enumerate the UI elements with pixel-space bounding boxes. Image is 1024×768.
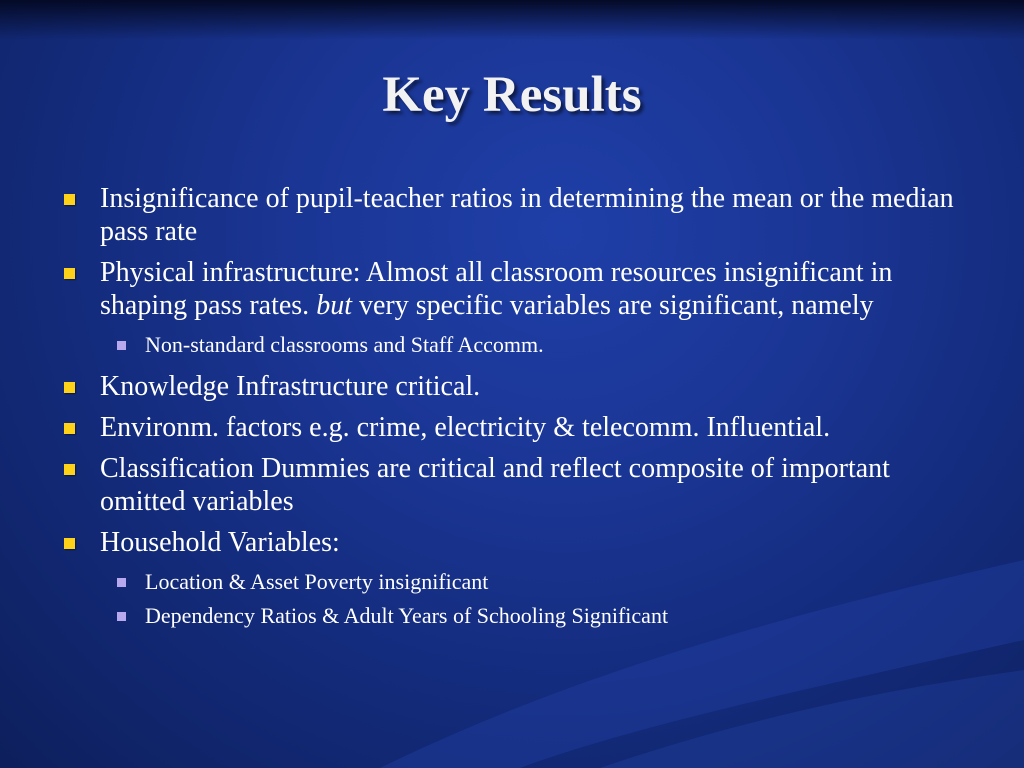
sub-bullet-item — [62, 565, 972, 599]
small-square-bullet-icon — [117, 612, 126, 621]
bullet-list — [62, 182, 972, 641]
small-square-bullet-icon — [117, 341, 126, 350]
bullet-item — [62, 411, 972, 444]
bullet-text: very specific variables are significant, namely — [351, 290, 874, 321]
sub-bullet-text: Location & Asset Poverty insignificant — [145, 569, 489, 594]
sub-bullet-list — [100, 565, 972, 633]
square-bullet-icon — [64, 423, 75, 434]
sub-bullet-list — [100, 328, 972, 362]
bullet-text: Classification Dummies are critical and reflect composite of important omitted variables — [100, 453, 890, 517]
bullet-item — [62, 370, 972, 403]
bullet-text: Household Variables: — [100, 527, 340, 558]
bullet-text-italic: but — [316, 290, 352, 321]
sub-bullet-text: Dependency Ratios & Adult Years of Schooling Significant — [145, 603, 669, 628]
sub-bullet-item — [62, 599, 972, 633]
slide-title: Key Results — [382, 67, 642, 123]
bullet-item — [62, 182, 972, 248]
sub-bullet-text: Non-standard classrooms and Staff Accomm. — [145, 332, 544, 357]
bullet-item — [62, 256, 972, 362]
square-bullet-icon — [64, 268, 75, 279]
square-bullet-icon — [64, 538, 75, 549]
bullet-text: Insignificance of pupil-teacher ratios in determining the mean or the median pass rate — [100, 183, 954, 247]
bullet-text: Environm. factors e.g. crime, electricity & telecomm. Influential. — [100, 412, 831, 443]
small-square-bullet-icon — [117, 578, 126, 587]
square-bullet-icon — [64, 464, 75, 475]
sub-bullet-item — [62, 328, 972, 362]
square-bullet-icon — [64, 194, 75, 205]
bullet-text: Physical infrastructure: Almost all classroom resources insignificant in shaping pass rates. — [100, 257, 893, 321]
bullet-item — [62, 526, 972, 633]
square-bullet-icon — [64, 382, 75, 393]
bullet-text: Knowledge Infrastructure critical. — [100, 371, 481, 402]
bullet-item — [62, 452, 972, 518]
